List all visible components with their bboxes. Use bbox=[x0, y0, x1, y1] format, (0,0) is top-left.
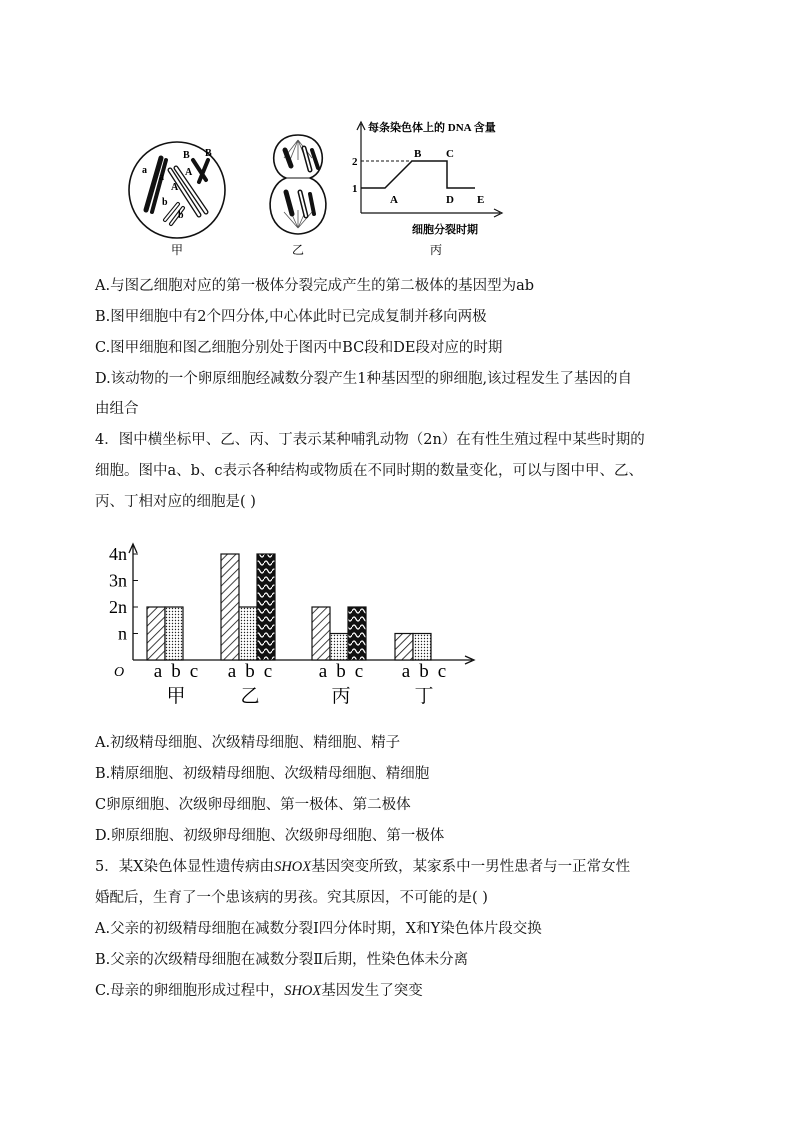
figure-1 bbox=[0, 0, 794, 270]
bar-c bbox=[257, 554, 275, 660]
q3-option-a: A.与图乙细胞对应的第一极体分裂完成产生的第二极体的基因型为ab bbox=[95, 278, 535, 294]
q5-stem-line-2: 婚配后，生育了一个患该病的男孩。究其原因，不可能的是( ) bbox=[95, 890, 488, 906]
series-label: a bbox=[401, 661, 411, 682]
gene-name: SHOX bbox=[284, 983, 322, 999]
bar-chart bbox=[0, 535, 794, 715]
series-label: c bbox=[189, 661, 199, 682]
point-E: E bbox=[477, 194, 485, 206]
y-tick-label: 3n bbox=[109, 570, 127, 591]
series-label: b bbox=[336, 661, 346, 682]
point-B: B bbox=[414, 148, 422, 160]
q4-option-a: A.初级精母细胞、次级精母细胞、精细胞、精子 bbox=[95, 735, 401, 751]
q4-option-d: D.卵原细胞、初级卵母细胞、次级卵母细胞、第一极体 bbox=[95, 828, 445, 844]
q4-option-b: B.精原细胞、初级精母细胞、次级精母细胞、精细胞 bbox=[95, 766, 430, 782]
cell-jia bbox=[129, 142, 225, 257]
point-A: A bbox=[390, 194, 398, 206]
series-label: c bbox=[437, 661, 447, 682]
series-label: b bbox=[419, 661, 429, 682]
q3-option-d: D.该动物的一个卵原细胞经减数分裂产生1种基因型的卵细胞,该过程发生了基因的自 bbox=[95, 371, 633, 387]
gene-label: A bbox=[171, 182, 179, 193]
panel-label-jia: 甲 bbox=[171, 243, 184, 257]
gene-name: SHOX bbox=[274, 859, 312, 875]
q4-option-c: C卵原细胞、次级卵母细胞、第一极体、第二极体 bbox=[95, 797, 411, 813]
q4-stem-line-3: 丙、丁相对应的细胞是( ) bbox=[95, 494, 256, 510]
origin-label: O bbox=[114, 665, 125, 680]
gene-label: a bbox=[159, 172, 164, 183]
q5-option-c-part: 基因发生了突变 bbox=[321, 983, 423, 999]
bar-b bbox=[413, 634, 431, 661]
category-label: 乙 bbox=[240, 686, 260, 707]
q5-option-b: B.父亲的次级精母细胞在减数分裂Ⅱ后期，性染色体未分离 bbox=[95, 952, 469, 968]
panel-label-bing: 丙 bbox=[430, 243, 443, 257]
gene-label: b bbox=[178, 210, 184, 221]
q5-stem-line-1 bbox=[95, 857, 630, 877]
category-label: 丙 bbox=[331, 686, 351, 707]
gene-label: A bbox=[185, 167, 193, 178]
graph-bing bbox=[352, 120, 502, 257]
q4-stem-line-1: 4．图中横坐标甲、乙、丙、丁表示某种哺乳动物（2n）在有性生殖过程中某些时期的 bbox=[95, 432, 645, 448]
point-C: C bbox=[446, 148, 454, 160]
bar-b bbox=[165, 607, 183, 660]
gene-label: b bbox=[162, 197, 168, 208]
cell-yi bbox=[270, 135, 326, 257]
q5-option-c bbox=[95, 981, 423, 1001]
ytick-2: 2 bbox=[352, 156, 358, 168]
point-D: D bbox=[446, 194, 454, 206]
bar-a bbox=[221, 554, 239, 660]
bar-c bbox=[348, 607, 366, 660]
y-tick-label: 2n bbox=[109, 597, 127, 617]
graph-xlabel: 细胞分裂时期 bbox=[412, 224, 478, 236]
q4-stem-line-2: 细胞。图中a、b、c表示各种结构或物质在不同时期的数量变化，可以与图中甲、乙、 bbox=[95, 463, 644, 479]
series-label: b bbox=[245, 661, 255, 682]
y-tick-label: 4n bbox=[109, 544, 127, 564]
bar-a bbox=[147, 607, 165, 660]
series-label: a bbox=[227, 661, 237, 682]
bar-a bbox=[312, 607, 330, 660]
q5-stem-part: 5．某X染色体显性遗传病由 bbox=[95, 859, 275, 875]
gene-label: B bbox=[205, 148, 212, 159]
dna-curve bbox=[361, 161, 475, 188]
series-label: b bbox=[171, 661, 181, 682]
ytick-1: 1 bbox=[352, 183, 358, 195]
panel-label-yi: 乙 bbox=[292, 243, 305, 257]
q3-option-c: C.图甲细胞和图乙细胞分别处于图丙中BC段和DE段对应的时期 bbox=[95, 340, 503, 356]
y-tick-label: n bbox=[118, 623, 127, 644]
bar-a bbox=[395, 634, 413, 661]
q5-option-a: A.父亲的初级精母细胞在减数分裂Ⅰ四分体时期，X和Y染色体片段交换 bbox=[95, 921, 542, 937]
q3-option-d-cont: 由组合 bbox=[95, 401, 139, 417]
graph-ylabel: 每条染色体上的 DNA 含量 bbox=[368, 122, 496, 134]
bar-b bbox=[239, 607, 257, 660]
q5-option-c-part: C.母亲的卵细胞形成过程中， bbox=[95, 983, 285, 999]
series-label: c bbox=[354, 661, 364, 682]
bar-b bbox=[330, 634, 348, 661]
category-label: 丁 bbox=[414, 686, 434, 707]
q3-option-b: B.图甲细胞中有2个四分体,中心体此时已完成复制并移向两极 bbox=[95, 309, 487, 325]
series-label: a bbox=[153, 661, 163, 682]
q5-stem-part: 基因突变所致，某家系中一男性患者与一正常女性 bbox=[311, 859, 631, 875]
category-label: 甲 bbox=[166, 686, 186, 707]
gene-label: B bbox=[183, 150, 190, 161]
series-label: c bbox=[263, 661, 273, 682]
gene-label: a bbox=[142, 165, 147, 176]
series-label: a bbox=[318, 661, 328, 682]
